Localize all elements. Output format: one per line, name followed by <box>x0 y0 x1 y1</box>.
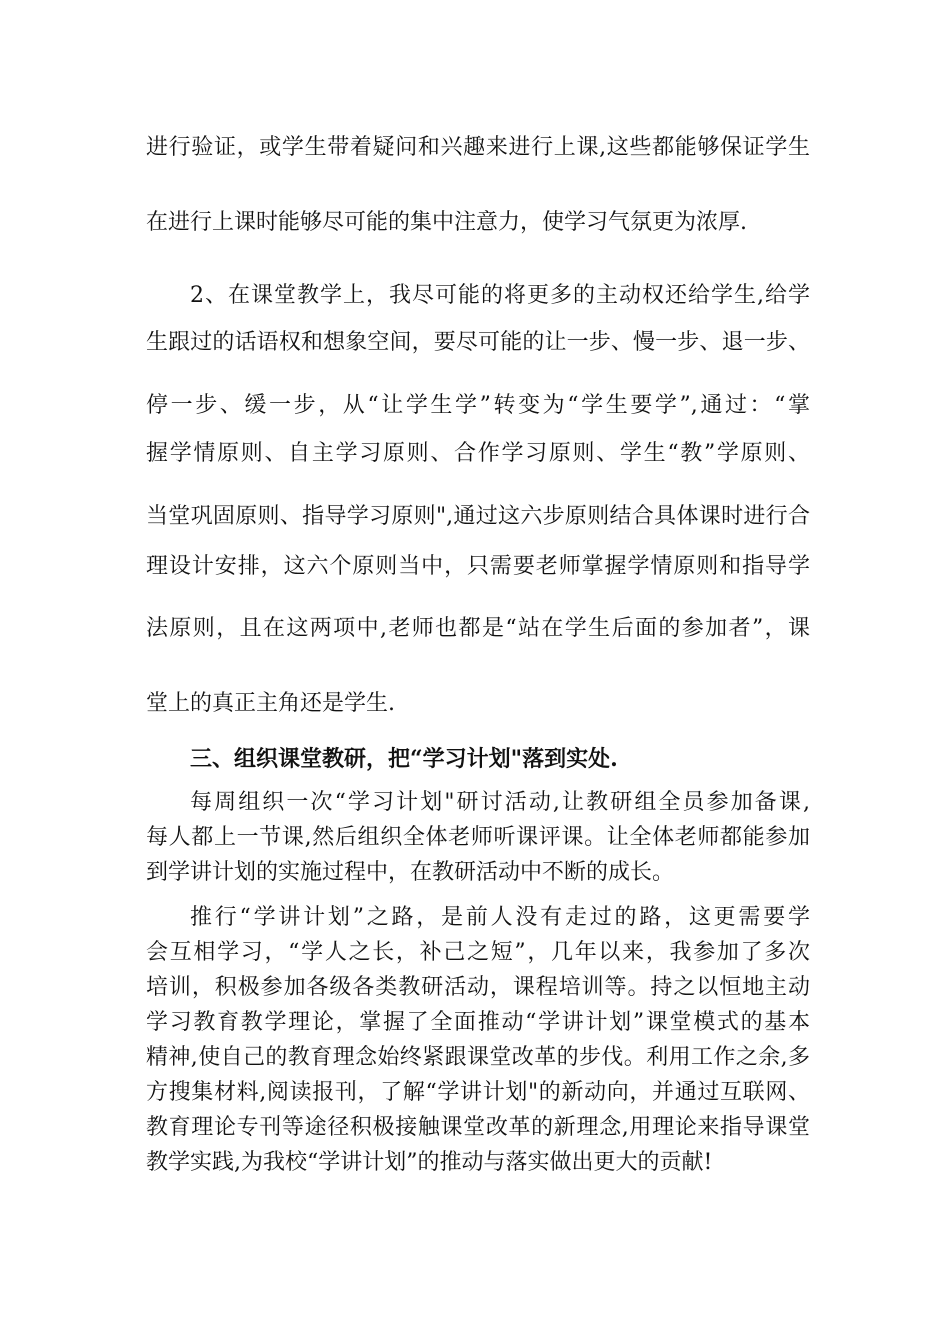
section-heading: 三、组织课堂教研，把“学习计划"落到实处. <box>190 746 618 772</box>
paragraph-line: 堂上的真正主角还是学生. <box>146 691 395 716</box>
paragraph-line: 生跟过的话语权和想象空间，要尽可能的让一步、慢一步、退一步、 <box>146 330 810 355</box>
paragraph-line: 理设计安排，这六个原则当中，只需要老师掌握学情原则和指导学 <box>146 554 810 579</box>
paragraph-line: 会互相学习，“学人之长，补己之短”，几年以来，我参加了多次 <box>146 940 810 965</box>
paragraph-line: 教育理论专刊等途径积极接触课堂改革的新理念,用理论来指导课堂 <box>146 1115 810 1140</box>
paragraph-line: 握学情原则、自主学习原则、合作学习原则、学生“教”学原则、 <box>146 441 810 466</box>
paragraph-line: 在进行上课时能够尽可能的集中注意力，使学习气氛更为浓厚. <box>146 210 747 235</box>
paragraph-line: 方搜集材料,阅读报刊，了解“学讲计划"的新动向，并通过互联网、 <box>146 1080 810 1105</box>
paragraph-line: 培训，积极参加各级各类教研活动，课程培训等。持之以恒地主动 <box>146 975 810 1000</box>
paragraph-line: 推行“学讲计划”之路，是前人没有走过的路，这更需要学 <box>190 905 810 930</box>
paragraph-line: 停一步、缓一步，从“让学生学”转变为“学生要学”,通过：“掌 <box>146 393 810 418</box>
paragraph-line: 2、在课堂教学上，我尽可能的将更多的主动权还给学生,给学 <box>190 283 810 308</box>
paragraph-line: 法原则，且在这两项中,老师也都是“站在学生后面的参加者”，课 <box>146 616 810 641</box>
paragraph-line: 教学实践,为我校“学讲计划”的推动与落实做出更大的贡献! <box>146 1150 713 1175</box>
paragraph-line: 精神,使自己的教育理念始终紧跟课堂改革的步伐。利用工作之余,多 <box>146 1045 810 1070</box>
paragraph-line: 每人都上一节课,然后组织全体老师听课评课。让全体老师都能参加 <box>146 825 810 850</box>
paragraph-line: 进行验证，或学生带着疑问和兴趣来进行上课,这些都能够保证学生 <box>146 135 810 160</box>
paragraph-line: 学习教育教学理论，掌握了全面推动“学讲计划”课堂模式的基本 <box>146 1010 810 1035</box>
paragraph-line: 当堂巩固原则、指导学习原则",通过这六步原则结合具体课时进行合 <box>146 504 810 529</box>
paragraph-line: 到学讲计划的实施过程中，在教研活动中不断的成长。 <box>146 860 675 885</box>
paragraph-line: 每周组织一次“学习计划"研讨活动,让教研组全员参加备课, <box>190 790 810 815</box>
